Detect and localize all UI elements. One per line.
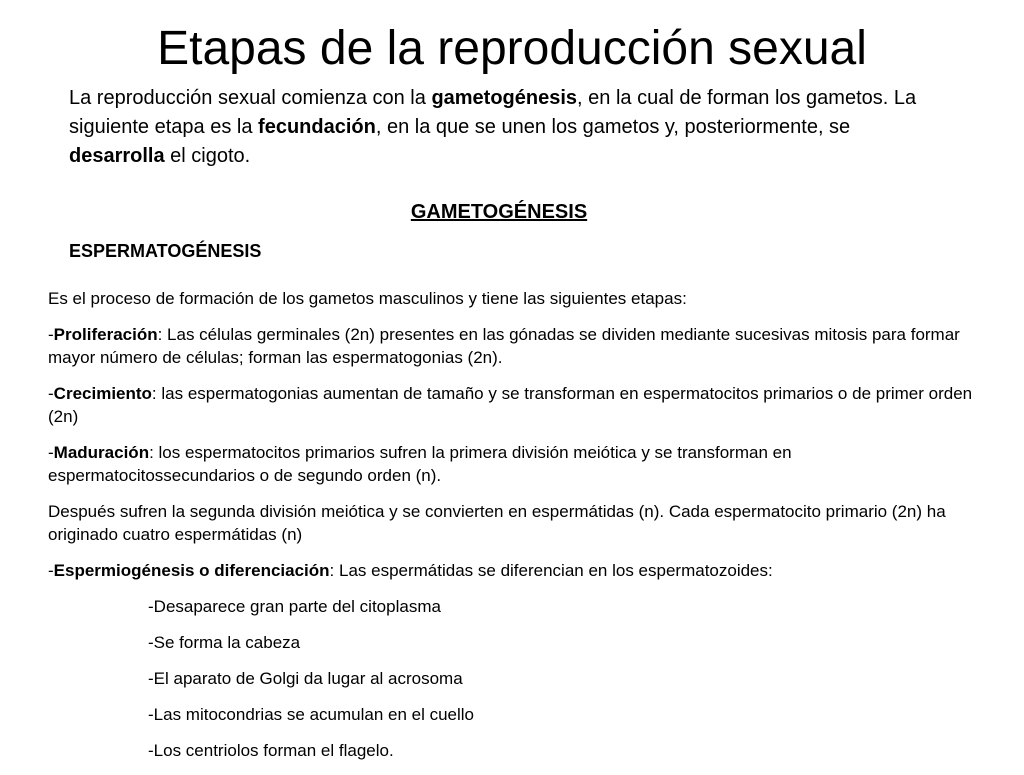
intro-paragraph <box>69 84 949 171</box>
stage-prefix: - <box>48 561 54 580</box>
stage-text: : los espermatocitos primarios sufren la primera división meiótica y se transforman en espermatocitossecundarios o de segundo orden (n). <box>48 443 792 485</box>
stage-proliferacion <box>48 323 988 369</box>
stage-crecimiento <box>48 382 988 428</box>
stage-text: : Las células germinales (2n) presentes en las gónadas se dividen mediante sucesivas mitosis para formar mayor número de células; forman las espermatogonias (2n). <box>48 325 960 367</box>
stage-prefix: - <box>48 384 54 403</box>
intro-text-2: , en la cual de forman los gametos. La siguiente etapa es la <box>69 87 917 138</box>
list-item: -Se forma la cabeza <box>148 633 301 652</box>
stage-term: Maduración <box>53 443 150 462</box>
slide-title: Etapas de la reproducción sexual <box>157 22 867 75</box>
stage-term: Crecimiento <box>53 384 152 403</box>
list-item: -Las mitocondrias se acumulan en el cuello <box>148 705 475 724</box>
stage-prefix: - <box>48 443 54 462</box>
intro-text-3: , en la que se unen los gametos y, posteriormente, se <box>375 116 851 138</box>
intro-term-desarrolla: desarrolla <box>69 145 165 167</box>
stage-term: Proliferación <box>53 325 158 344</box>
section-heading-gametogenesis: GAMETOGÉNESIS <box>410 201 588 223</box>
after-meiosis-paragraph: Después sufren la segunda división meiótica y se convierten en espermátidas (n). Cada espermatocito primario (2n) ha originado cuatro espermátidas (n) <box>48 502 946 544</box>
stage-term: Espermiogénesis o diferenciación <box>53 561 330 580</box>
definition-paragraph: Es el proceso de formación de los gametos masculinos y tiene las siguientes etapas: <box>48 289 687 308</box>
subheading-espermatogenesis: ESPERMATOGÉNESIS <box>69 241 262 261</box>
stage-prefix: - <box>48 325 54 344</box>
stage-maduracion <box>48 441 988 487</box>
intro-text-4: el cigoto. <box>164 145 251 167</box>
intro-term-fecundacion: fecundación <box>258 116 376 138</box>
list-item: -Los centriolos forman el flagelo. <box>148 741 394 760</box>
list-item: -Desaparece gran parte del citoplasma <box>148 597 441 616</box>
stage-text: : Las espermátidas se diferencian en los espermatozoides: <box>329 561 773 580</box>
intro-text-1: La reproducción sexual comienza con la <box>69 87 432 109</box>
body-content <box>48 287 988 775</box>
stage-text: : las espermatogonias aumentan de tamaño y se transforman en espermatocitos primarios o de primer orden (2n) <box>48 384 973 426</box>
stage-espermiogenesis <box>48 559 988 582</box>
list-item: -El aparato de Golgi da lugar al acrosoma <box>148 669 463 688</box>
intro-term-gametogenesis: gametogénesis <box>431 87 578 109</box>
